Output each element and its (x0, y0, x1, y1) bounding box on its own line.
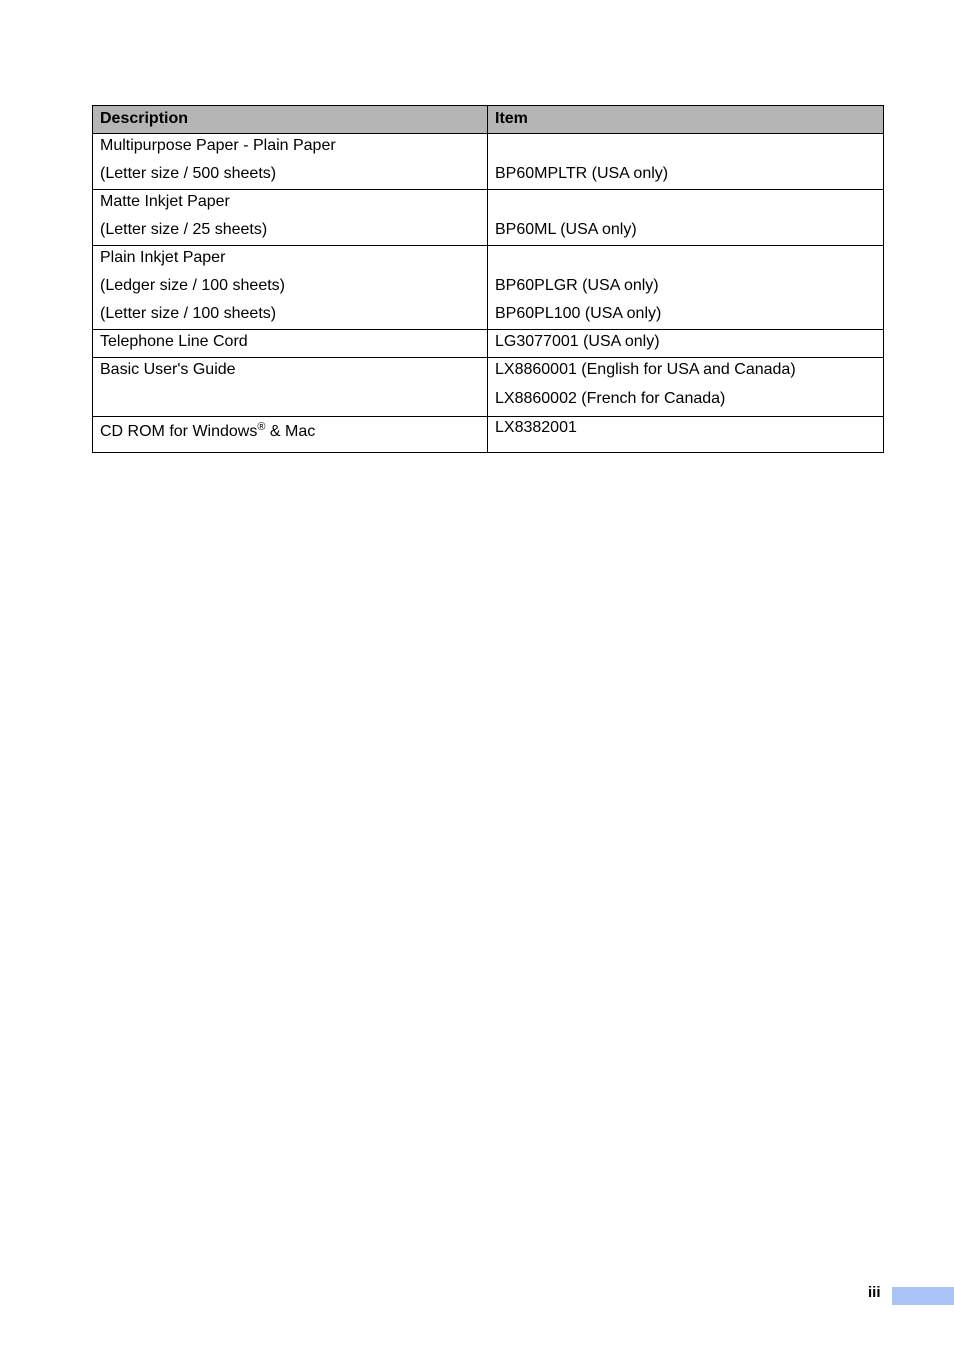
table-row (93, 246, 884, 330)
table-row (93, 330, 884, 358)
item-cell (488, 246, 884, 330)
description-suffix: & Mac (265, 423, 316, 440)
item-line: LX8860001 (English for USA and Canada) (495, 361, 796, 378)
supplies-table (92, 105, 884, 453)
description-line (100, 387, 480, 416)
item-cell (488, 330, 884, 358)
description-line: Telephone Line Cord (100, 333, 248, 350)
registered-mark: ® (257, 421, 266, 433)
item-line: BP60PL100 (USA only) (495, 305, 662, 322)
description-cell (93, 417, 488, 453)
table-row (93, 134, 884, 190)
item-line (495, 190, 876, 218)
description-line: (Letter size / 500 sheets) (100, 165, 277, 182)
description-line: Basic User's Guide (100, 361, 236, 378)
item-line: BP60ML (USA only) (495, 221, 637, 238)
description-cell (93, 246, 488, 330)
table-row (93, 417, 884, 453)
page-number: iii (868, 1284, 881, 1301)
item-line: BP60PLGR (USA only) (495, 277, 659, 294)
header-description: Description (93, 106, 488, 134)
item-line (495, 246, 876, 274)
description-line: Plain Inkjet Paper (100, 249, 226, 266)
description-line: Matte Inkjet Paper (100, 193, 230, 210)
item-cell (488, 417, 884, 453)
item-line: LX8382001 (495, 419, 577, 436)
description-cell (93, 134, 488, 190)
description-cell (93, 330, 488, 358)
item-cell (488, 134, 884, 190)
description-cell (93, 190, 488, 246)
table-header-row (93, 106, 884, 134)
description-line: (Letter size / 25 sheets) (100, 221, 268, 238)
header-item: Item (488, 106, 884, 134)
description-line: (Letter size / 100 sheets) (100, 305, 277, 322)
item-line: LX8860002 (French for Canada) (495, 390, 726, 407)
item-cell (488, 358, 884, 417)
description-line: Multipurpose Paper - Plain Paper (100, 137, 336, 154)
description-line: (Ledger size / 100 sheets) (100, 277, 285, 294)
description-cell (93, 358, 488, 417)
table-row (93, 190, 884, 246)
item-line: BP60MPLTR (USA only) (495, 165, 669, 182)
page-tab-marker (892, 1287, 954, 1305)
item-line (495, 134, 876, 162)
table-row (93, 358, 884, 417)
item-line: LG3077001 (USA only) (495, 333, 660, 350)
item-cell (488, 190, 884, 246)
description-text: CD ROM for Windows (100, 423, 258, 440)
